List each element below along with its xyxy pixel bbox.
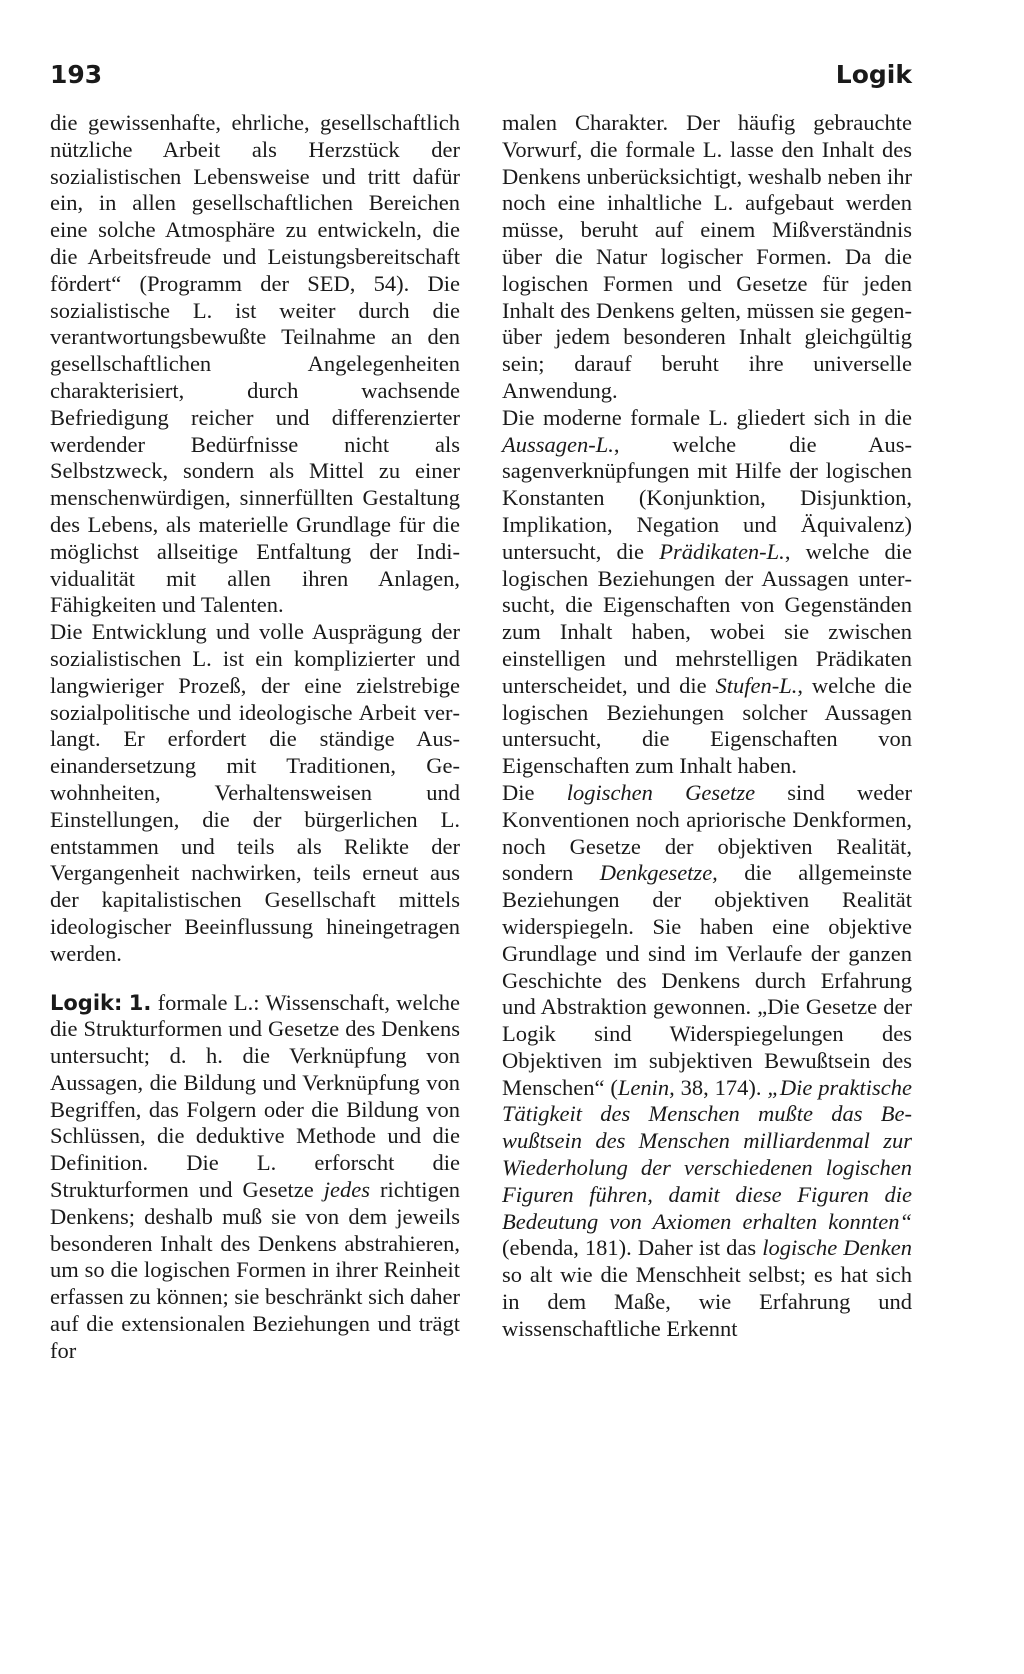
text: , welche die Aussagenverknüpfungen mit Hilfe der logischen Konstanten (Konjunktion, Disjunktion, Implikation, Negation und Äquivalenz) untersucht, die [502, 431, 912, 564]
term: Aussagen-L. [502, 431, 614, 457]
entry-text: formale L.: Wissenschaft, welche die Strukturformen und Gesetze des Denkens untersucht; d. h. die Verknüpfung von Aussagen, die Bildung und Verknüpfung von Begriffen, das Folgern oder die Bildung von Schlüssen, die deduktive Methode und die Definition. Die L. erforscht die Strukturformen und Gesetze [50, 989, 461, 1203]
term: Stufen-L. [715, 672, 798, 698]
term: logische Denken [762, 1235, 912, 1261]
paragraph: Die Entwicklung und volle Ausprägung der sozialistischen L. ist ein komplizierter und langwieriger Prozeß, der eine zielstrebige sozialpolitische und ideologische Arbeit verlangt. Er erfordert die ständige Auseinandersetzung mit Traditionen, Gewohnheiten, Verhaltensweisen und Einstellungen, die der bürgerlichen L. entstammen und teils als Relikte der Vergangenheit nachwirken, teils erneut aus der kapitalistischen Gesellschaft mittels ideologischer Beeinflussung hineingetragen werden. [50, 619, 460, 966]
text: , welche die logischen Beziehungen der Aussagen untersucht, die Eigenschaften von Gegenständen zum Inhalt haben, wobei sie zwischen einstelligen und mehrstelligen Prädikaten unterscheidet, und die [502, 538, 912, 698]
entry-headword: Logik: [50, 990, 123, 1015]
text: Die [502, 779, 567, 805]
page-number: 193 [50, 60, 103, 89]
text: (ebenda, 181). Daher ist das [502, 1235, 763, 1261]
term: Prädikaten-L. [659, 538, 785, 564]
text: , welche die logischen Beziehungen solcher Aussagen untersucht, die Eigenschaften von Eigenschaften zum Inhalt haben. [502, 672, 913, 779]
quotation: „Die praktische Tätigkeit des Menschen mußte das Bewußtsein des Menschen milliardenmal zur Wiederholung der verschiedenen logischen Figuren führen, damit diese Figuren die Bedeutung von Axiomen erhalten konnten“ [502, 1074, 912, 1234]
term: logischen Gesetze [566, 779, 756, 805]
entry-text: richtigen Denkens; deshalb muß sie von dem jeweils besonderen Inhalt des Denkens abstrahieren, um so die logischen Formen in ihrer Reinheit erfassen zu können; sie beschränkt sich daher auf die extensionalen Beziehungen und trägt for [50, 1177, 460, 1363]
paragraph: die gewissenhafte, ehrliche, gesellschaftlich nützliche Arbeit als Herzstück der sozialistischen Lebensweise und tritt dafür ein, in allen gesellschaftlichen Bereichen eine solche Atmosphäre zu entwickeln, die die Arbeitsfreude und Leistungsbereitschaft fördert“ (Programm der SED, 54). Die sozialistische L. ist weiter durch die verantwortungsbewußte Teilnahme an den gesellschaftlichen Angelegenheiten charakterisiert, durch wachsende Befriedigung reicher und differenzierter werdender Bedürfnisse nicht als Selbstzweck, sondern als Mittel zu einer menschenwürdigen, sinnerfüllten Gestaltung des Lebens, als materielle Grundlage für die möglichst allseitige Entfaltung der Individualität mit allen ihren Anlagen, Fähigkeiten und Talenten. [50, 110, 460, 618]
running-head: Logik [835, 60, 912, 89]
paragraph [502, 405, 912, 780]
paragraph [502, 780, 912, 1343]
term: Denkgesetze, [599, 860, 718, 886]
emphasis: jedes [323, 1177, 370, 1203]
left-column [50, 110, 460, 1365]
right-column [502, 110, 912, 1343]
entry-number: 1. [128, 990, 152, 1015]
text: die allgemeinste Beziehungen der objektiven Realität widerspiegeln. Sie haben eine objektive Grundlage und sind im Verlaufe der ganzen Geschichte des Denkens durch Erfahrung und Abstraktion gewonnen. „Die Gesetze der Logik sind Widerspiegelungen des Objektiven im subjektiven Bewußtsein des Menschen“ ( [502, 860, 912, 1100]
citation-author: Lenin, [617, 1074, 675, 1100]
dictionary-entry [50, 990, 460, 1365]
text: Die moderne formale L. gliedert sich in die [502, 404, 912, 430]
paragraph: malen Charakter. Der häufig gebrauchte Vorwurf, die formale L. lasse den Inhalt des Denkens unberücksichtigt, weshalb neben ihr noch eine inhaltliche L. aufgebaut werden müsse, beruht auf einem Mißverständnis über die Natur logischer Formen. Da die logischen Formen und Gesetze für jeden Inhalt des Denkens gelten, müssen sie gegenüber jedem besonderen Inhalt gleichgültig sein; darauf beruht ihre universelle Anwendung. [502, 110, 912, 403]
text: so alt wie die Menschheit selbst; es hat sich in dem Maße, wie Erfahrung und wissenschaftliche Erkennt [502, 1262, 912, 1341]
text: 38, 174). [674, 1074, 768, 1100]
text: sind weder Konventionen noch apriorische Denkformen, noch Gesetze der objektiven Realität, sondern [502, 779, 912, 886]
